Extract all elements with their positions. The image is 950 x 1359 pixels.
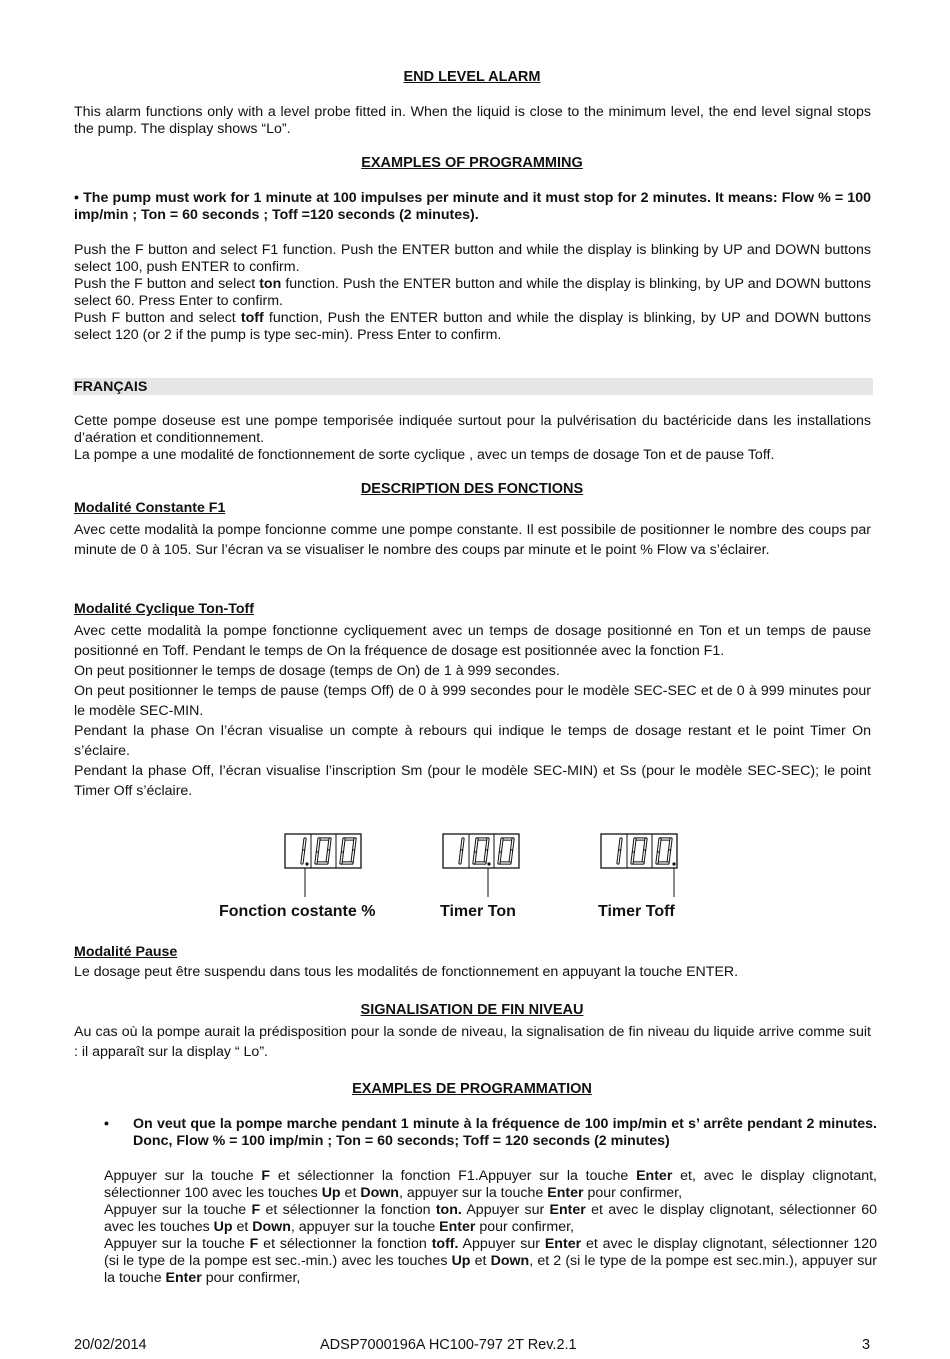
text-segment: Appuyer sur [458,1236,545,1252]
cyclique-line-4: Pendant la phase On l’écran visualise un compte à rebours qui indique le temps de dosage restant et le point Timer On s’éclaire. [74,723,871,759]
modalite-constante-heading: Modalité Constante F1 [74,500,226,516]
bold-keyword: ton. [435,1202,462,1218]
text-segment: function, Push the ENTER button and while the display is blinking, by UP and DOWN buttons select 120 (or 2 if the pump is type sec-min). Press Enter to confirm. [74,310,871,343]
text-segment: pour confirmer, [201,1270,301,1286]
bold-keyword: Up [321,1185,341,1201]
fr-example-bullet [104,1116,877,1150]
examples-programming-heading: EXAMPLES OF PROGRAMMING [361,155,583,171]
footer-page-number: 3 [862,1337,871,1353]
signalisation-fin-niveau-text: Au cas où la pompe aurait la prédisposition pour la sonde de niveau, la signalisation de fin niveau du liquide arrive comme suit : il apparaît sur la display “ Lo”. [74,1024,871,1060]
text-segment: et sélectionner la fonction [258,1236,432,1252]
text-segment: Appuyer sur la touche [104,1236,250,1252]
francais-section-title: FRANÇAIS [74,379,148,395]
digit-0 [316,839,330,863]
text-segment: et [340,1185,361,1201]
bold-keyword: Enter [544,1236,582,1252]
text-segment: et sélectionner la fonction [260,1202,436,1218]
text-segment: et sélectionner la fonction F1.Appuyer sur la touche [270,1168,637,1184]
text-segment: pour confirmer, [475,1219,575,1235]
digit-0 [499,839,513,863]
en-step-3 [74,310,871,344]
bold-keyword: ton [259,276,282,292]
fr-steps [104,1168,877,1287]
text-segment: et avec le display clignotant, sélectionner 60 avec les touches [104,1202,878,1235]
fr-intro [74,413,871,464]
signalisation-fin-niveau-heading: SIGNALISATION DE FIN NIVEAU [360,1002,584,1018]
text-segment: et [232,1219,253,1235]
digit-1 [460,839,463,863]
timer-off-point [672,862,675,865]
examples-programmation-heading: EXAMPLES DE PROGRAMMATION [352,1081,592,1097]
text-segment: et, avec le display clignotant, sélectionner 100 avec les touches [104,1168,877,1201]
footer-document-ref: ADSP7000196A HC100-797 2T Rev.2.1 [320,1337,577,1353]
text-segment: Push F button and select [74,310,241,326]
text-segment: et avec le display clignotant, sélectionner 120 (si le type de la pompe est sec.-min.) avec les touches [104,1236,877,1269]
text-segment: Appuyer sur la touche [104,1168,262,1184]
bold-keyword: Down [360,1185,399,1201]
digit-0 [341,839,355,863]
bold-keyword: Down [490,1253,530,1269]
description-fonctions-heading: DESCRIPTION DES FONCTIONS [360,481,584,497]
bold-keyword: toff [240,310,264,326]
bold-keyword: toff. [431,1236,459,1252]
text-segment: Appuyer sur la touche [104,1202,252,1218]
bold-keyword: F [261,1168,271,1184]
en-step-1 [74,242,871,276]
text-segment: Push the F button and select F1 function. Push the ENTER button and while the display is blinking by UP and DOWN buttons select 100, push ENTER to confirm. [74,242,871,275]
modalite-cyclique-heading: Modalité Cyclique Ton-Toff [74,601,254,617]
fr-step-1 [104,1168,877,1202]
en-step-2 [74,276,871,310]
cyclique-line-3: On peut positionner le temps de pause (temps Off) de 0 à 999 secondes pour le modèle SEC-SEC et de 0 à 999 minutes pour le modèle SEC-MIN. [74,683,871,719]
text-segment: pour confirmer, [583,1185,683,1201]
display-fonction-costante [284,833,364,899]
bullet-marker: • [74,190,84,206]
display-timer-ton [442,833,522,899]
flow-point [305,862,308,865]
bold-keyword: Enter [439,1219,476,1235]
fr-bullet-text: On veut que la pompe marche pendant 1 minute à la fréquence de 100 imp/min et s’ arrête pendant 2 minutes. Donc, Flow % = 100 imp/min ; Ton = 60 seconds; Toff = 120 seconds (2 minutes) [133,1116,877,1149]
label-timer-ton: Timer Ton [440,903,516,920]
end-level-alarm-text: This alarm functions only with a level probe fitted in. When the liquid is close to the minimum level, the end level signal stops the pump. The display shows “Lo”. [74,104,871,137]
cyclique-line-2: On peut positionner le temps de dosage (temps de On) de 1 à 999 secondes. [74,663,560,679]
bold-keyword: Enter [636,1168,673,1184]
text-segment: , et 2 (si le type de la pompe est sec.min.), appuyer sur la touche [104,1253,877,1286]
digit-0 [474,839,488,863]
en-example-bullet [74,190,871,224]
fr-step-3 [104,1236,877,1287]
bold-keyword: Up [451,1253,471,1269]
bold-keyword: F [251,1202,261,1218]
fr-intro-1: Cette pompe doseuse est une pompe temporisée indiquée surtout pour la pulvérisation du bactéricide dans les installations d’aération et conditionnement. [74,413,871,446]
cyclique-line-1: Avec cette modalità la pompe fonctionne cycliquement avec un temps de dosage positionné en Ton et un temps de pause positionné en Toff. Pendant le temps de On la fréquence de dosage est positionnée avec la fonction F1. [74,623,871,659]
bold-keyword: Enter [549,1202,586,1218]
text-segment: , appuyer sur la touche [290,1219,440,1235]
modalite-cyclique-text [74,621,871,801]
text-segment: Appuyer sur [461,1202,550,1218]
francais-section-bar [73,378,873,395]
text-segment: Push the F button and select [74,276,260,292]
label-timer-toff: Timer Toff [598,903,675,920]
label-fonction-costante: Fonction costante % [219,903,376,920]
digit-0 [632,839,646,863]
digit-1 [618,839,621,863]
text-segment: function. Push the ENTER button and while the display is blinking, by UP and DOWN buttons select 60. Press Enter to confirm. [74,276,871,309]
modalite-pause-heading: Modalité Pause [74,944,178,960]
text-segment: et [470,1253,491,1269]
text-segment: , appuyer sur la touche [398,1185,548,1201]
timer-on-point [487,862,490,865]
modalite-constante-text: Avec cette modalità la pompe foncionne comme une pompe constante. Il est possibile de positionner le nombre des coups par minute de 0 à 105. Sur l’écran va se visualiser le nombre des coups par minute et le point % Flow va s’éclairer. [74,522,871,558]
fr-intro-2: La pompe a une modalité de fonctionnement de sorte cyclique , avec un temps de dosage Ton et de pause Toff. [74,447,775,463]
digit-1 [302,839,305,863]
bold-keyword: Up [213,1219,233,1235]
bold-keyword: Enter [547,1185,584,1201]
bold-keyword: F [249,1236,259,1252]
bold-keyword: Down [252,1219,291,1235]
en-bullet-text: The pump must work for 1 minute at 100 impulses per minute and it must stop for 2 minutes. It means: Flow % = 100 imp/min ; Ton = 60 seconds ; Toff =120 seconds (2 minutes). [74,190,871,223]
modalite-pause-text: Le dosage peut être suspendu dans tous les modalités de fonctionnement en appuyant la touche ENTER. [74,964,739,980]
bold-keyword: Enter [165,1270,202,1286]
cyclique-line-5: Pendant la phase Off, l’écran visualise l’inscription Sm (pour le modèle SEC-MIN) et Ss (pour le modèle SEC-SEC); le point Timer Off s’éclaire. [74,763,871,799]
display-timer-toff [600,833,680,899]
end-level-alarm-heading: END LEVEL ALARM [403,69,541,85]
digit-0 [657,839,671,863]
footer-date: 20/02/2014 [74,1337,147,1353]
bullet-marker: • [104,1116,109,1132]
en-steps [74,242,871,344]
fr-step-2 [104,1202,877,1236]
